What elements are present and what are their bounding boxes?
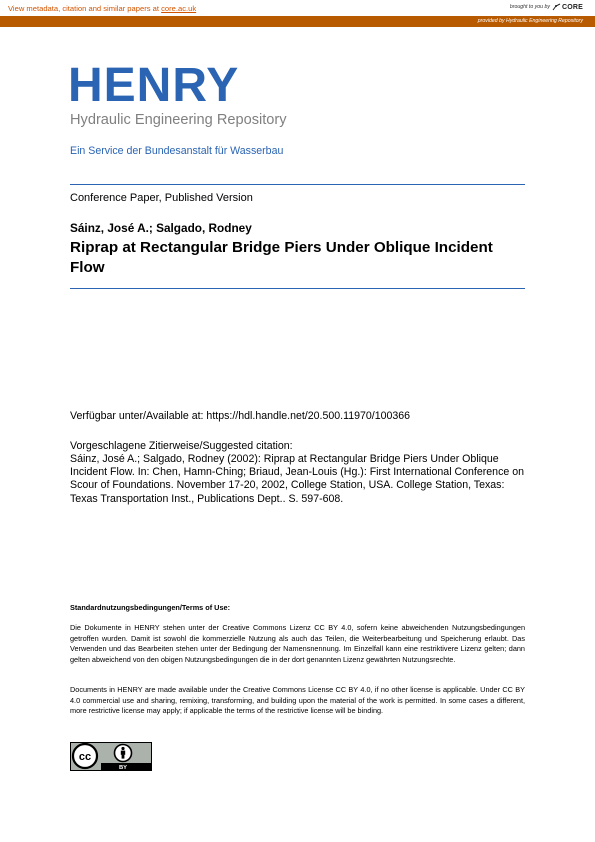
core-link[interactable]: core.ac.uk [161, 4, 197, 13]
citation-label: Vorgeschlagene Zitierweise/Suggested citation: [70, 440, 293, 452]
core-top-bar [0, 0, 595, 16]
paper-title: Riprap at Rectangular Bridge Piers Under Oblique Incident Flow [70, 239, 493, 276]
henry-service-line: Ein Service der Bundesanstalt für Wasserbau [70, 145, 284, 157]
terms-german: Die Dokumente in HENRY stehen unter der Creative Commons Lizenz CC BY 4.0, sofern keine abweichenden Nutzungsbedingungen getroffen wurden. Damit ist sowohl die kommerzielle Nutzung als auch das Teilen, die Weiterbearbeitung und Speicherung erlaubt. Das Verwenden und das Bearbeiten stehen unter der Bedingung der Namensnennung. Im Einzelfall kann eine restriktivere Lizenz gelten; dann gelten abweichend von den obigen Nutzungsbedingungen die in der dort genannten Lizenz gewährten Nutzungsrechte. [70, 623, 525, 664]
core-logo-label: CORE [561, 3, 583, 11]
cc-badge-label: cc [78, 751, 92, 763]
core-brought-by[interactable] [510, 3, 583, 11]
provider-bar [0, 16, 595, 27]
header-divider-bottom [70, 288, 525, 289]
citation-text: Sáinz, José A.; Salgado, Rodney (2002): Riprap at Rectangular Bridge Piers Under Oblique Incident Flow. In: Chen, Hamn-Ching; Briaud, Jean-Louis (Hg.): First International Conference on Scour of Foundations. November 17-20, 2002, College Station, USA. College Station, Texas: Texas Transportation Inst., Publications Dept.. S. 597-608. [70, 453, 524, 505]
core-logo-icon [552, 3, 561, 11]
paper-authors: Sáinz, José A.; Salgado, Rodney [70, 221, 252, 235]
core-logo [552, 3, 583, 11]
core-metadata-notice [8, 4, 196, 13]
brought-by-text: brought to you by [509, 4, 550, 10]
core-metadata-text: View metadata, citation and similar papers at [8, 4, 162, 13]
availability-line[interactable]: Verfügbar unter/Available at: https://hdl.handle.net/20.500.11970/100366 [70, 410, 411, 422]
provided-by-text: provided by Hydraulic Engineering Repository [477, 18, 583, 24]
document-type: Conference Paper, Published Version [70, 192, 253, 204]
creative-commons-by-icon[interactable] [70, 742, 152, 771]
header-divider-top [70, 184, 525, 185]
henry-logo-subtitle: Hydraulic Engineering Repository [70, 112, 287, 128]
terms-english: Documents in HENRY are made available under the Creative Commons License CC BY 4.0, if no other license is applicable. Under CC BY 4.0 commercial use and sharing, remixing, transforming, and building upon the material of the work is permitted. In some cases a different, more restrictive license may apply; if applicable the terms of the restrictive license will be binding. [70, 685, 525, 716]
by-badge-label: BY [118, 765, 128, 771]
henry-logo-word: HENRY [68, 59, 240, 112]
terms-heading: Standardnutzungsbedingungen/Terms of Use: [70, 603, 230, 612]
